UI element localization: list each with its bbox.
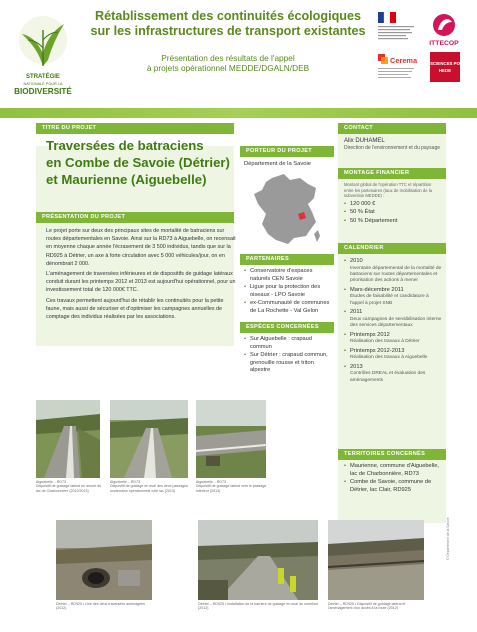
calendrier-heading: CALENDRIER xyxy=(338,243,446,254)
contact-name: Alix DUHAMEL xyxy=(344,138,385,144)
photo-caption: Aiguebelle – RD73 Dispositif de guidage latéral en amont du lac de Charbonnière (2012/2013) xyxy=(36,480,102,493)
svg-text:NATIONALE POUR LA: NATIONALE POUR LA xyxy=(23,82,63,86)
list-item: • Combe de Savoie, commune de Détrier, lac Clair, RD925 xyxy=(344,479,442,494)
list-item: • 50 % Département xyxy=(344,218,442,226)
svg-text:HEDE: HEDE xyxy=(438,68,452,73)
list-item: • 120 000 € xyxy=(344,201,442,209)
photo-aiguebelle-2 xyxy=(110,400,188,478)
presentation-text: Le projet porte sur deux des principaux sites de mortalité de batraciens sur routes départementales en Savoie. Ainsi sur la RD73 à Aiguebelle, on recensait en moyenne chaque année l'écrasement de 3 500 individus, tandis que sur la RD925 à Détrier, un axe à forte circulation avec 5 000 véhicules/jour, on en dénombrait 2 000. L'aménagement de traversées inférieures et de dispositifs de guidage latéraux conduit durant les printemps 2012 et 2013 est aujourd'hui opérationnel, pour un investissement total de 120 000€ TTC. Ces travaux permettent aujourd'hui de rétablir les continuités pour la petite faune, mais aussi de sécuriser et d'optimiser les campagnes annuelles de comptage des individus réalisées par les associations. xyxy=(46,228,236,321)
photo-aiguebelle-1 xyxy=(36,400,100,478)
territoires-list xyxy=(344,463,442,495)
especes-list xyxy=(244,336,334,376)
contact-dept: Direction de l'environnement et du paysage xyxy=(344,145,441,151)
list-item: • Maurienne, commune d'Aiguebelle, lac de Charbonnière, RD73 xyxy=(344,463,442,478)
poster-title: Rétablissement des continuités écologiques sur les infrastructures de transport existantes xyxy=(90,9,366,38)
partenaires-list xyxy=(244,268,334,317)
svg-text:SCIENCES PO: SCIENCES PO xyxy=(429,61,461,66)
montage-list xyxy=(344,201,442,226)
photo-caption: Détrier – RD925 • Une des deux traversées aménagées (2012) xyxy=(56,602,145,611)
montage-heading: MONTAGE FINANCIER xyxy=(338,168,446,179)
calendrier-list xyxy=(344,258,442,386)
photo-aiguebelle-3 xyxy=(196,400,266,478)
list-item: • Printemps 2012 Réalisation des travaux à Détrier xyxy=(344,332,442,346)
svg-text:Cerema: Cerema xyxy=(390,56,418,65)
list-item: • Sur Détrier : crapaud commun, grenouille rousse et triton alpestre xyxy=(244,352,334,375)
photo-caption: Détrier – RD925 • Dispositif de guidage latéral et l'aménagement d'un accès à la route (2012) xyxy=(328,602,406,611)
header xyxy=(0,0,477,108)
montage-intro: Montant global de l'opération TTC et répartition entre les partenaires (taux de mobilisation de la subvention MEDDE) : xyxy=(344,182,432,199)
partenaires-heading: PARTENAIRES xyxy=(240,254,334,265)
list-item: • Ligue pour la protection des oiseaux - LPO Savoie xyxy=(244,284,334,299)
photo-detrier-1 xyxy=(56,520,152,600)
france-map xyxy=(250,170,328,248)
list-item: • ex-Communauté de communes de La Rochette - Val Gelon xyxy=(244,300,334,315)
list-item: • Printemps 2012-2013 Réalisation des travaux à Aiguebelle xyxy=(344,348,442,362)
list-item: • Conservatoire d'espaces naturels CEN Savoie xyxy=(244,268,334,283)
presentation-heading: PRÉSENTATION DU PROJET xyxy=(36,212,234,223)
project-title: Traversées de batraciens en Combe de Savoie (Détrier) et Maurienne (Aiguebelle) xyxy=(46,138,230,187)
list-item: • Sur Aiguebelle : crapaud commun xyxy=(244,336,334,351)
poster-subtitle: Présentation des résultats de l'appel à projets opérationnel MEDDE/DGALN/DEB xyxy=(146,53,310,74)
list-item: • 2011 Deux campagnes de sensibilisation interne des services départementaux xyxy=(344,309,442,329)
titre-heading: TITRE DU PROJET xyxy=(36,123,234,134)
biodiversite-logo xyxy=(12,10,74,102)
territoires-heading: TERRITOIRES CONCERNÉS xyxy=(338,449,446,460)
list-item: • 2010 Inventaire départemental de la mortalité de batraciens sur routes départementales et priorisation des actions à mener xyxy=(344,258,442,285)
photo-caption: Aiguebelle – RD73 Dispositif de guidage en aval des deux passages souterrains opérationnels côté lac (2013) xyxy=(110,480,188,493)
credit-text: © Département de la Savoie xyxy=(446,517,450,560)
porteur-value: Département de la Savoie xyxy=(244,161,312,167)
list-item: • 50 % État xyxy=(344,209,442,217)
especes-heading: ESPÈCES CONCERNÉES xyxy=(240,322,334,333)
list-item: • 2013 Contrôles DREAL et évaluation des aménagements xyxy=(344,364,442,384)
svg-text:STRATÉGIE: STRATÉGIE xyxy=(26,74,60,80)
photo-caption: Aiguebelle – RD73 Dispositif de guidage latéral vers le passage inférieur (2013) xyxy=(196,480,267,493)
photo-caption: Détrier – RD925 • Installation de la barrière de guidage en aval du carrefour (2012) xyxy=(198,602,319,611)
photo-detrier-3 xyxy=(328,520,424,600)
partner-logos xyxy=(376,8,468,100)
svg-text:BIODIVERSITÉ: BIODIVERSITÉ xyxy=(14,87,72,96)
porteur-heading: PORTEUR DU PROJET xyxy=(240,146,334,157)
list-item: • Mars-décembre 2011 Études de faisabilité et candidature à l'appel à projet SNB xyxy=(344,287,442,307)
green-band xyxy=(0,108,477,118)
photo-detrier-2 xyxy=(198,520,318,600)
contact-heading: CONTACT xyxy=(338,123,446,134)
svg-text:ITTECOP: ITTECOP xyxy=(429,40,459,47)
